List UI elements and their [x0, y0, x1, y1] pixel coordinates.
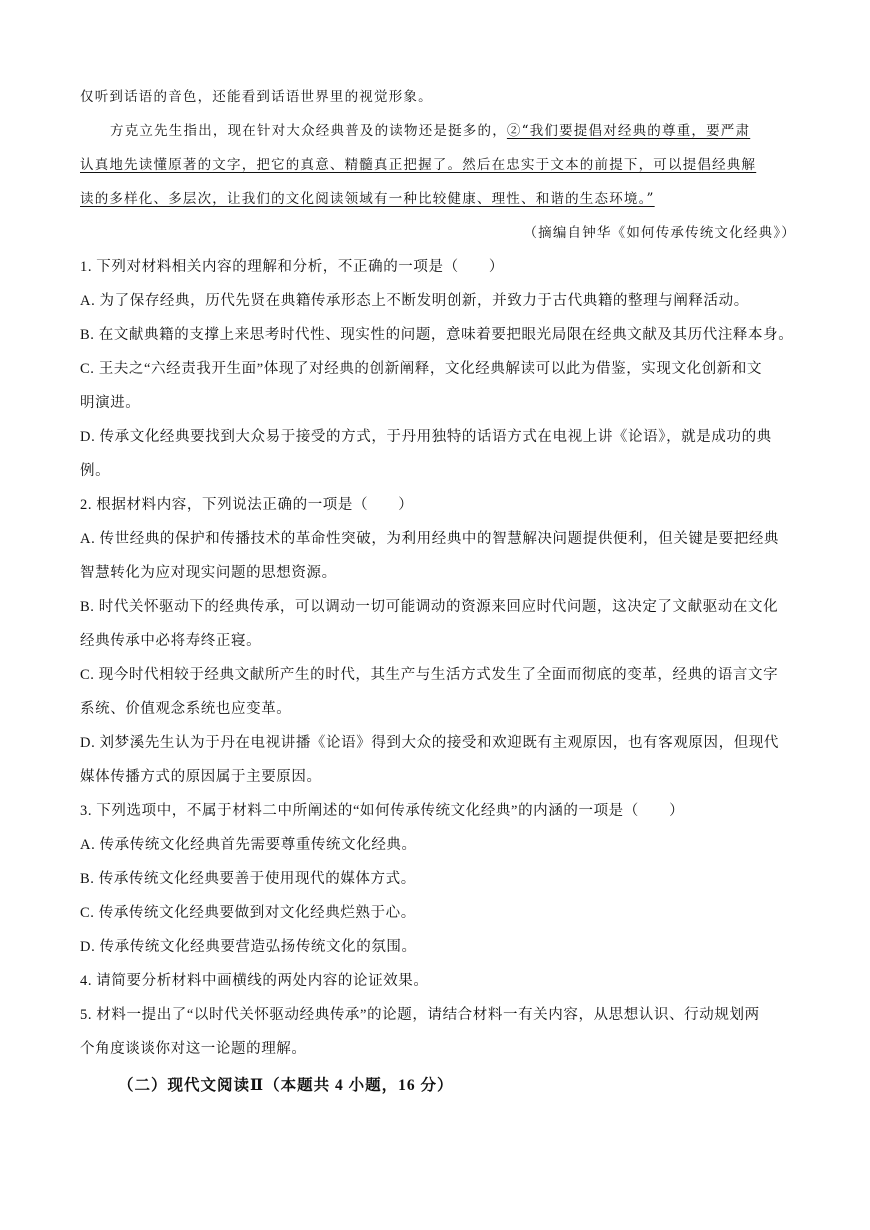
question-2-option-b-line-2: 经典传承中必将寿终正寝。 — [80, 633, 262, 649]
question-5-stem-line-2: 个角度谈谈你对这一论题的理解。 — [80, 1041, 307, 1057]
underlined-quote-line-2: 认真地先读懂原著的文字，把它的真意、精髓真正把握了。然后在忠实于文本的前提下，可以提倡经典解 — [80, 157, 757, 173]
question-1-option-d-line-2: 例。 — [80, 463, 111, 479]
question-3-option-b: B. 传承传统文化经典要善于使用现代的媒体方式。 — [80, 871, 416, 887]
material-para-2-first-line — [110, 121, 796, 141]
underlined-quote-start: ②“我们要提倡对经典的尊重，要严肃 — [506, 123, 751, 139]
question-2-option-c-line-1: C. 现今时代相较于经典文献所产生的时代，其生产与生活方式发生了全面而彻底的变革，经典的语言文字 — [80, 667, 779, 683]
question-1-stem: 1. 下列对材料相关内容的理解和分析，不正确的一项是（ ） — [80, 259, 504, 275]
question-2-option-b-line-1: B. 时代关怀驱动下的经典传承，可以调动一切可能调动的资源来回应时代问题，这决定了文献驱动在文化 — [80, 599, 779, 615]
question-5-stem-line-1: 5. 材料一提出了“以时代关怀驱动经典传承”的论题，请结合材料一有关内容，从思想认识、行动规划两 — [80, 1007, 760, 1023]
question-2-option-c-line-2: 系统、价值观念系统也应变革。 — [80, 701, 292, 717]
material-line-1: 仅听到话语的音色，还能看到话语世界里的视觉形象。 — [80, 89, 433, 105]
question-1-option-c-line-2: 明演进。 — [80, 395, 141, 411]
question-4-stem: 4. 请简要分析材料中画横线的两处内容的论证效果。 — [80, 973, 429, 989]
question-2-option-a-line-2: 智慧转化为应对现实问题的思想资源。 — [80, 565, 337, 581]
underlined-quote-line-3: 读的多样化、多层次，让我们的文化阅读领域有一种比较健康、理性、和谐的生态环境。” — [80, 191, 655, 207]
section-heading: （二）现代文阅读Ⅱ（本题共 4 小题，16 分） — [118, 1077, 454, 1094]
question-3-option-a: A. 传承传统文化经典首先需要尊重传统文化经典。 — [80, 837, 417, 853]
question-3-option-d: D. 传承传统文化经典要营造弘扬传统文化的氛围。 — [80, 939, 417, 955]
question-2-option-a-line-1: A. 传世经典的保护和传播技术的革命性突破，为利用经典中的智慧解决问题提供便利，但关键是要把经典 — [80, 531, 780, 547]
question-1-option-a: A. 为了保存经典，历代先贤在典籍传承形态上不断发明创新，并致力于古代典籍的整理与阐释活动。 — [80, 293, 749, 309]
question-1-option-c-line-1: C. 王夫之“六经责我开生面”体现了对经典的创新阐释，文化经典解读可以此为借鉴，实现文化创新和文 — [80, 361, 763, 377]
question-2-option-d-line-2: 媒体传播方式的原因属于主要原因。 — [80, 769, 322, 785]
question-1-option-b: B. 在文献典籍的支撑上来思考时代性、现实性的问题，意味着要把眼光局限在经典文献及其历代注释本身。 — [80, 327, 794, 343]
source-citation: （摘编自钟华《如何传承传统文化经典》） — [523, 225, 796, 241]
question-3-option-c: C. 传承传统文化经典要做到对文化经典烂熟于心。 — [80, 905, 416, 921]
question-2-option-d-line-1: D. 刘梦溪先生认为于丹在电视讲播《论语》得到大众的接受和欢迎既有主观原因，也有客观原因，但现代 — [80, 735, 780, 751]
question-1-option-d-line-1: D. 传承文化经典要找到大众易于接受的方式，于丹用独特的话语方式在电视上讲《论语》，就是成功的典 — [80, 429, 772, 445]
question-2-stem: 2. 根据材料内容，下列说法正确的一项是（ ） — [80, 497, 414, 513]
question-3-stem: 3. 下列选项中，不属于材料二中所阐述的“如何传承传统文化经典”的内涵的一项是（ ） — [80, 803, 685, 819]
material-para-2-plain: 方克立先生指出，现在针对大众经典普及的读物还是挺多的， — [110, 123, 507, 139]
